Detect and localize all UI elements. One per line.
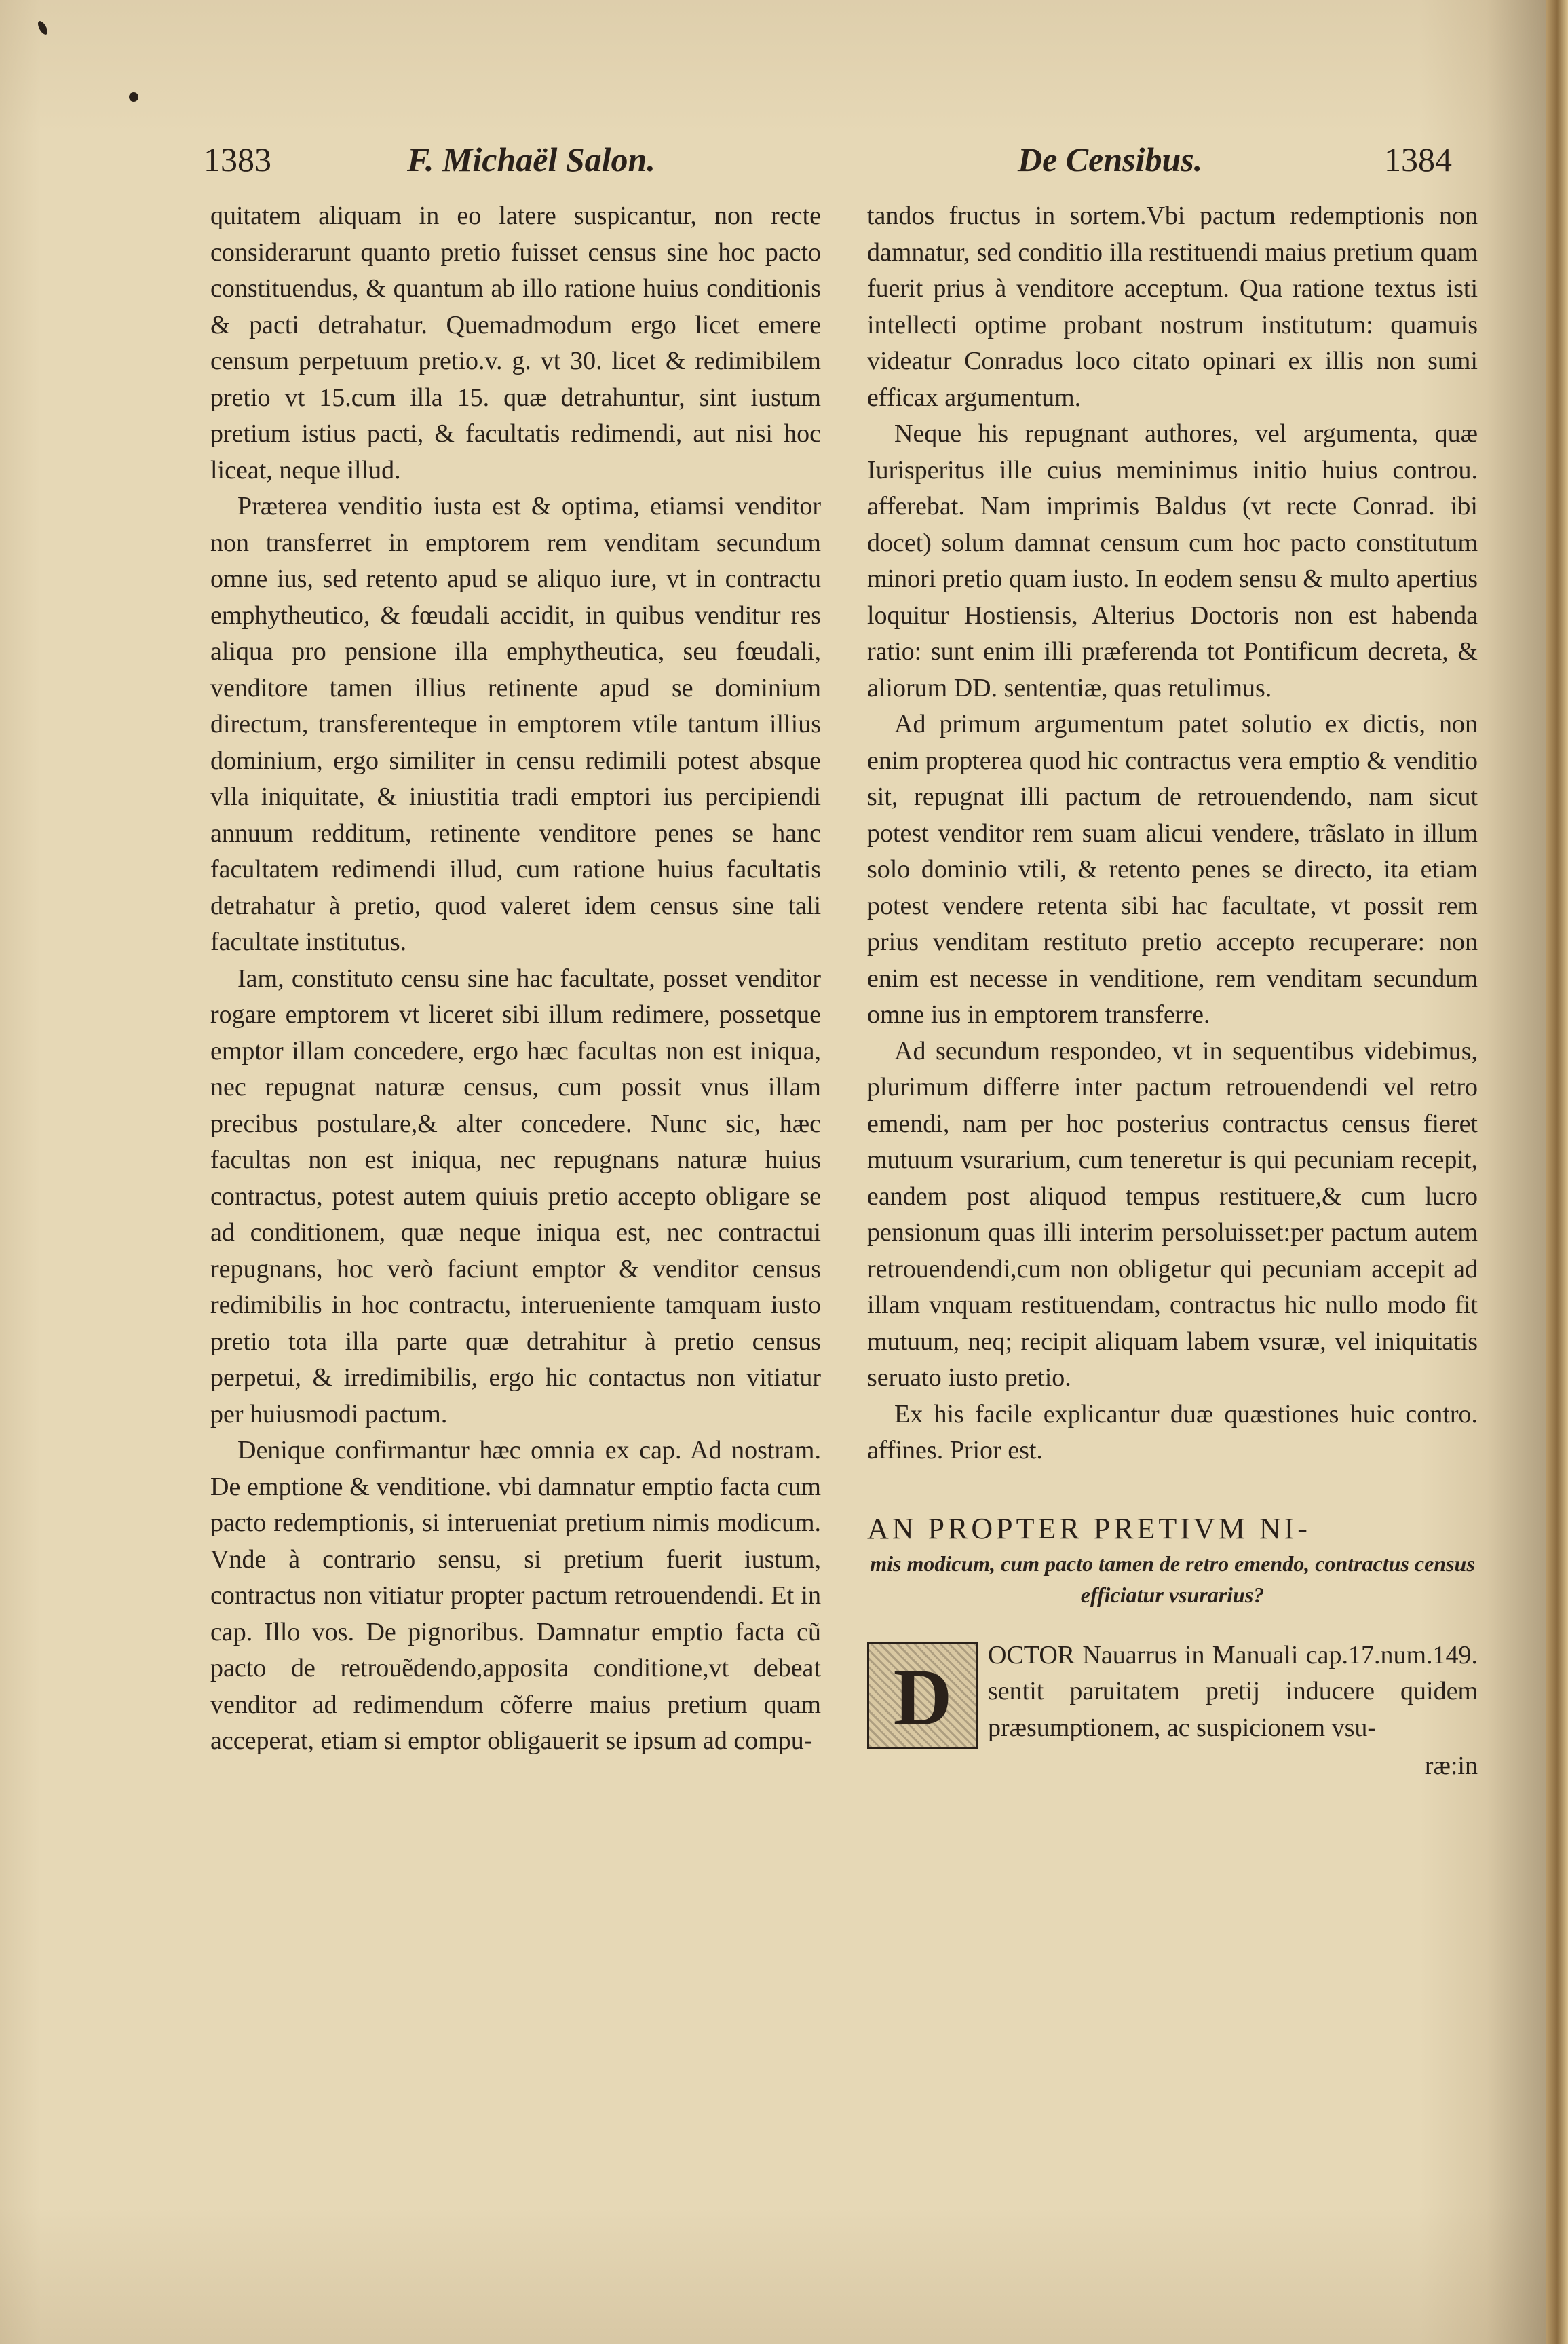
- ink-speck: [36, 20, 50, 36]
- paragraph: Denique confirmantur hæc omnia ex cap. Ad nostram. De emptione & venditione. vbi damnatur emptio facta cum pacto redemptionis, si interueniat pretium nimis modicum. Vnde à contrario sensu, si pretium fuerit iustum, contractus non vitiatur propter pactum retrouendendi. Et in cap. Illo vos. De pignoribus. Damnatur emptio facta cũ pacto de retrouẽdendo,apposita conditione,vt debeat venditor ad redimendum cõferre maius pretium quam acceperat, etiam si emptor obligauerit se ipsum ad compu-: [210, 1436, 821, 1755]
- running-head-title: De Censibus.: [1018, 140, 1203, 178]
- catchword: ræ:in: [1424, 1751, 1478, 1780]
- page-edge: [1546, 0, 1568, 2344]
- paragraph: Ad primum argumentum patet solutio ex dictis, non enim propterea quod hic contractus vera emptio & venditio sit, repugnat illi pactum de retrouendendo, nam sicut potest venditor rem suam alicui vendere, trãslato in illum solo dominio vtili, & retento penes se directo, ita etiam potest vendere retenta sibi hac facultate, vt possit rem prius venditam restituto pretio accepto recuperare: non enim est necesse in venditione, rem venditam secundum omne ius in emptorem transferre.: [867, 710, 1478, 1029]
- ink-speck: [129, 92, 138, 102]
- paragraph: Præterea venditio iusta est & optima, etiamsi venditor non transferret in emptorem rem venditam secundum omne ius, sed retento apud se aliquo iure, vt in contractu emphytheutico, & fœudali accidit, in quibus venditur res aliqua pro pensione illa emphytheutica, seu fœudali, venditore tamen illius retinente apud se dominium directum, transferenteque in emptorem vtile tantum illius dominium, ergo similiter in censu redimili potest absque vlla iniquitate, & iniustitia tradi emptori ius percipiendi annuum redditum, retinente venditore penes se hanc facultatem redimendi illud, cum ratione huius facultatis detrahatur à pretio, quod valeret idem census sine tali facultate institutus.: [210, 492, 821, 956]
- right-column: [867, 198, 1478, 1780]
- paragraph: tandos fructus in sortem.Vbi pactum redemptionis non damnatur, sed conditio illa restituendi maius pretium quam fuerit prius à venditore acceptum. Qua ratione textus isti intellecti optime probant nostrum institutum: quamuis videatur Conradus loco citato opinari ex illis non sumi efficax argumentum.: [867, 202, 1478, 412]
- paragraph: Neque his repugnant authores, vel argumenta, quæ Iurisperitus ille cuius meminimus initio huius controu. afferebat. Nam imprimis Baldus (vt recte Conrad. ibi docet) solum damnat censum cum hoc pacto constitutum minori pretio quam iusto. In eodem sensu & multo apertius loquitur Hostiensis, Alterius Doctoris non est habenda ratio: sunt enim illi præferenda tot Pontificum decreta, & aliorum DD. sententiæ, quas retulimus.: [867, 419, 1478, 702]
- initial-letter: D: [893, 1651, 953, 1742]
- final-paragraph: [867, 1638, 1478, 1780]
- page-number-right: 1384: [1384, 140, 1452, 178]
- paragraph: quitatem aliquam in eo latere suspicantur, non recte considerarunt quanto pretio fuisset census sine hoc pacto constituendus, & quantum ab illo ratione huius conditionis & pacti detrahatur. Quemadmodum ergo licet emere censum perpetuum pretio.v. g. vt 30. licet & redimibilem pretio vt 15.cum illa 15. quæ detrahuntur, sint iustum pretium istius pacti, & facultatis redimendi, aut nisi hoc liceat, neque illud.: [210, 202, 821, 485]
- paragraph: OCTOR Nauarrus in Manuali cap.17.num.149. sentit paruitatem pretij inducere quidem præsumptionem, ac suspicionem vsu-: [988, 1640, 1478, 1742]
- paragraph: Ad secundum respondeo, vt in sequentibus videbimus, plurimum differre inter pactum retrouendendi vel retro emendi, nam per hoc posterius contractus census fieret mutuum vsurarium, cum teneretur is qui pecuniam recepit, eandem post aliquod tempus restituere,& cum lucro pensionum quas illi interim persoluisset:per pactum autem retrouendendi,cum non obligetur qui pecuniam accepit ad illam vnquam restituendam, contractus hic nullo modo fit mutuum, neq; recipit aliquam labem vsuræ, vel iniquitatis seruato iusto pretio.: [867, 1036, 1478, 1392]
- paragraph: Ex his facile explicantur duæ quæstiones huic contro. affines. Prior est.: [867, 1399, 1478, 1464]
- question-heading: AN PROPTER PRETIVM NI-: [867, 1511, 1311, 1545]
- question-subheading: mis modicum, cum pacto tamen de retro emendo, contractus census efficiatur vsurarius?: [870, 1551, 1475, 1607]
- left-column: [210, 198, 821, 1760]
- page-header: [204, 129, 1452, 190]
- page-number-left: 1383: [204, 140, 271, 178]
- decorated-initial: [867, 1642, 978, 1749]
- running-head-author: F. Michaël Salon.: [407, 140, 655, 178]
- paragraph: Iam, constituto censu sine hac facultate, posset venditor rogare emptorem vt liceret sibi illum redimere, possetque emptor illam concedere, ergo hæc facultas non est iniqua, nec repugnat naturæ census, cum possit vnus illam precibus postulare,& alter concedere. Nunc sic, hæc facultas non est iniqua, nec repugnans naturæ huius contractus, potest autem quiuis pretio accepto obligare se ad conditionem, quæ neque iniqua est, nec contractui repugnans, hoc verò faciunt emptor & venditor census redimibilis in hoc contractu, interueniente tamquam iusto pretio tota illa parte quæ detrahitur à pretio census perpetui, & irredimibilis, ergo hic contactus non vitiatur per huiusmodi pactum.: [210, 964, 821, 1429]
